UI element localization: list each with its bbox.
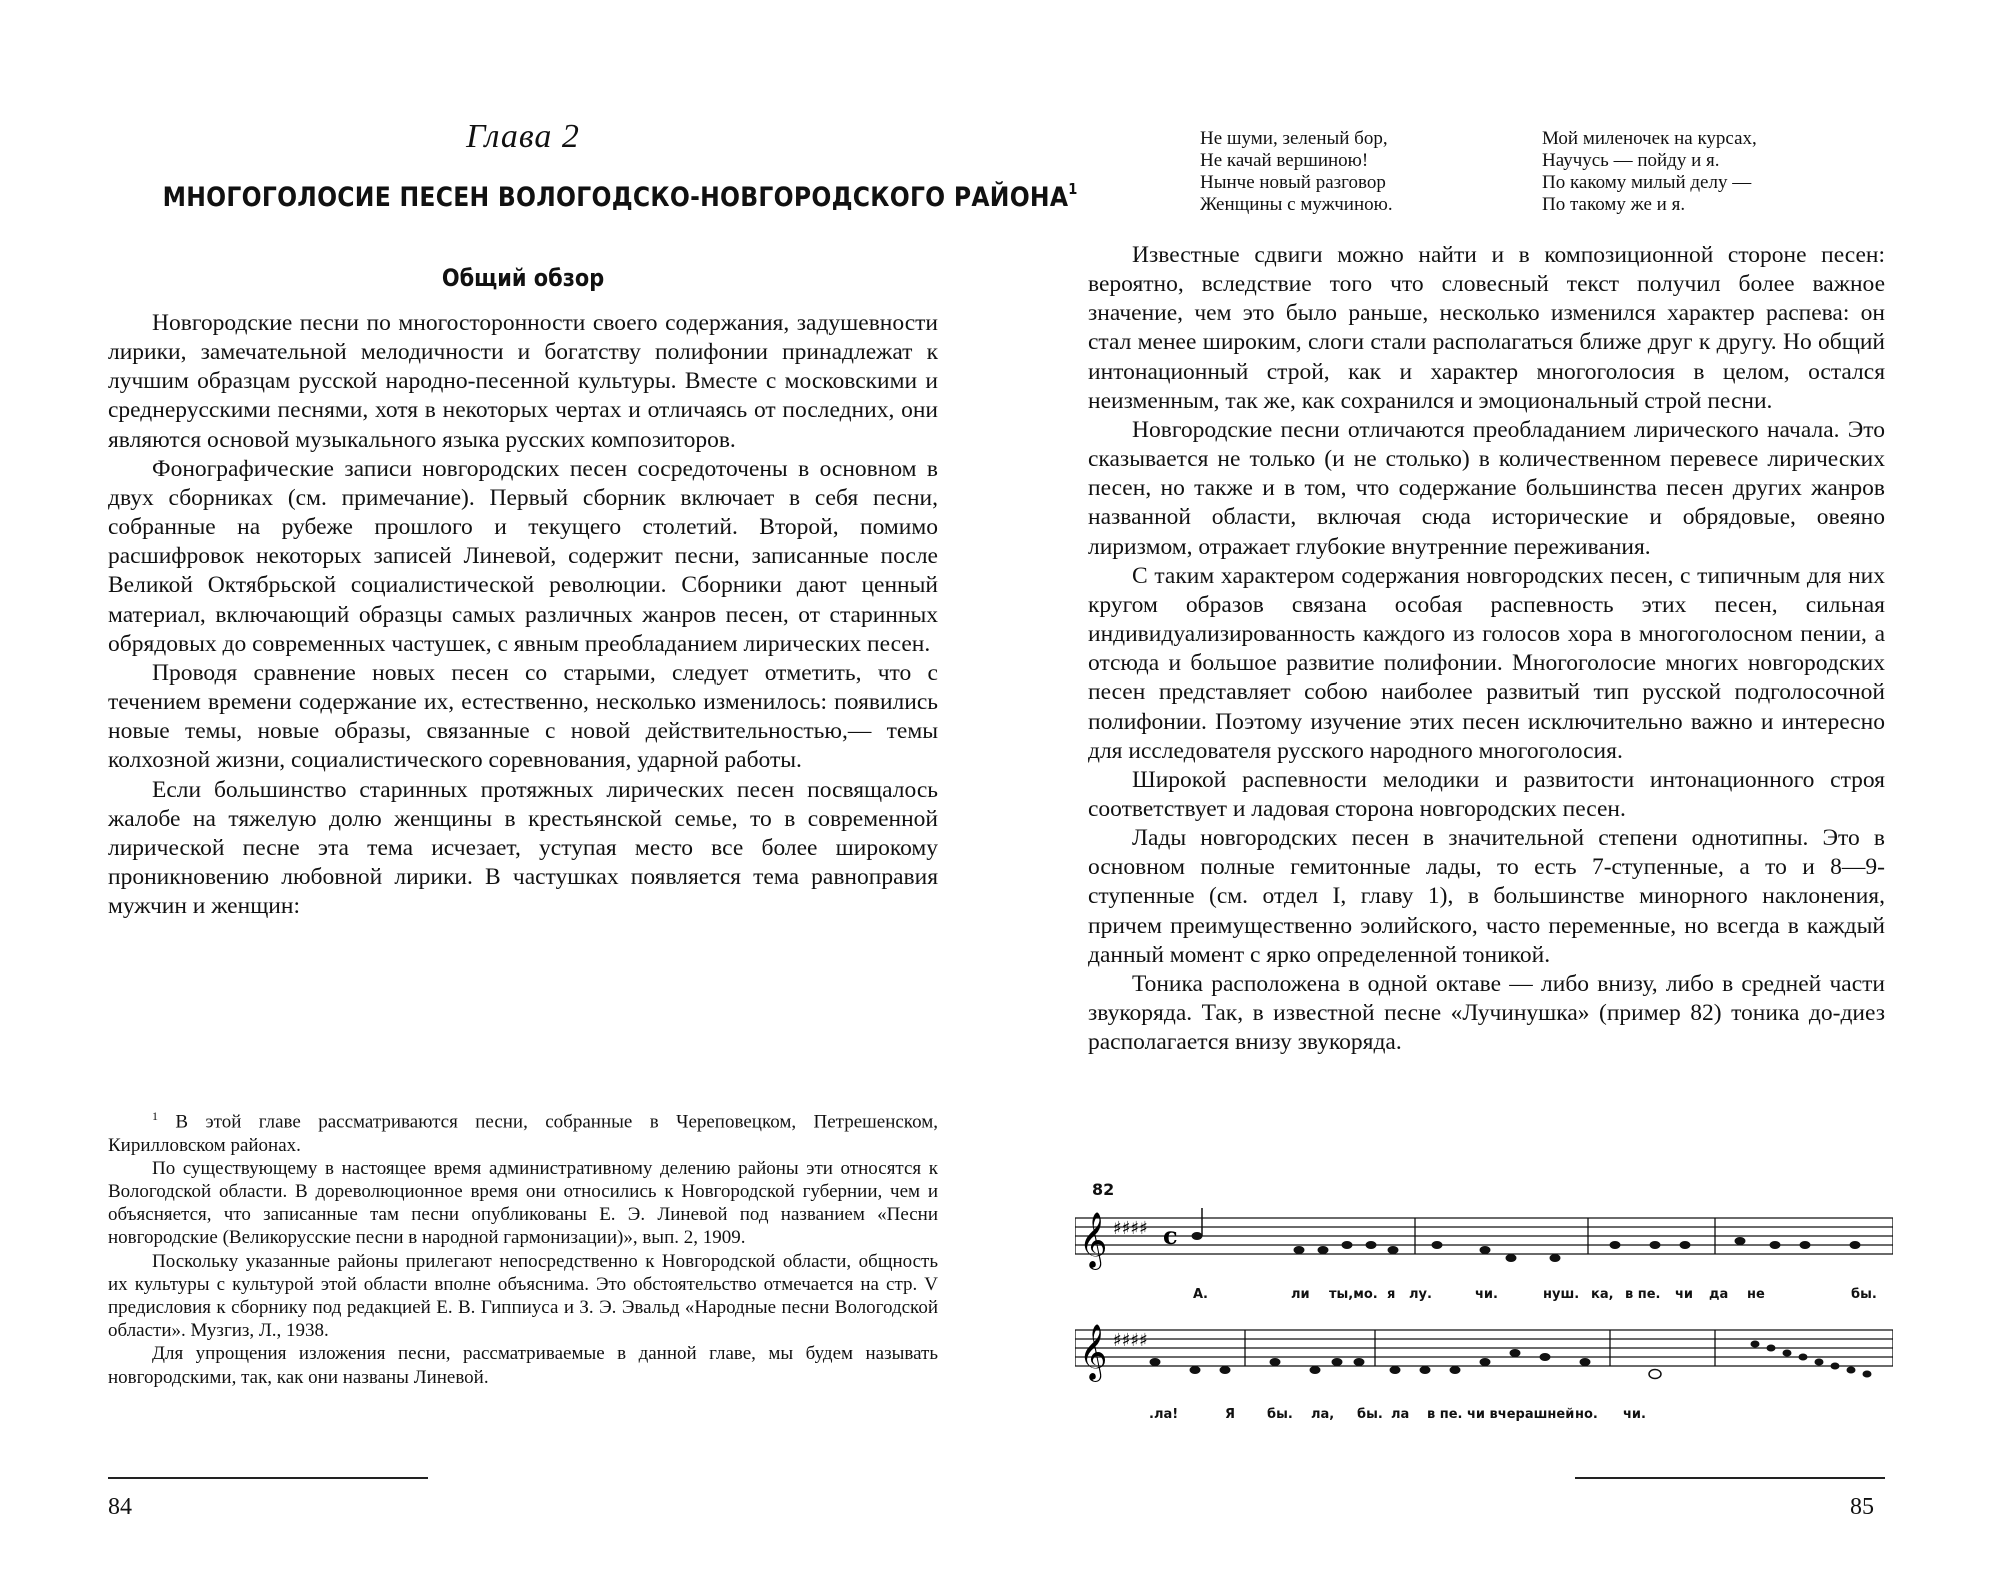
lyric-syllable: чи вчерашней [1467,1407,1575,1422]
page-number: 85 [1850,1494,1874,1520]
lyrics-line-2 [1149,1407,1646,1422]
lyric-syllable: в пе. [1427,1407,1463,1422]
poem-line: Не качай вершиною! [1200,150,1369,171]
section-title: Общий обзор [441,264,605,292]
treble-clef-icon: 𝄞 [1079,1212,1108,1268]
lyric-syllable: чи [1675,1287,1694,1302]
page-number: 84 [108,1494,132,1520]
music-staff-1 [1075,1198,1893,1318]
lyric-syllable: ка, [1591,1287,1614,1302]
chapter-title [162,180,1078,213]
footnote-mark: 1 [152,1109,158,1123]
lyric-syllable: бы. [1267,1407,1293,1422]
lyric-syllable: но. [1575,1407,1598,1422]
body-paragraph: Тоника расположена в одной октаве — либо внизу, либо в средней части звукоряда. Так, в известной песне «Лучинушка» (пример 82) тоника до-диез располагается внизу звукоряда. [1088,970,1885,1056]
body-paragraph: Новгородские песни по многосторонности своего содержания, задушевности лирики, замечательной мелодичности и богатству полифонии принадлежат к лучшим образцам русской народно-песенной культуры. Вместе с московскими и среднерусскими песнями, хотя в некоторых чертах и отличаясь от последних, они являются основой музыкального языка русских композиторов. [108,310,938,453]
music-example-number: 82 [1092,1180,1115,1199]
footnote-text: В этой главе рассматриваются песни, собранные в Череповецком, Петрешенском, Кирилловском районах. [108,1111,938,1156]
poem-line: Женщины с мужчиною. [1200,194,1393,215]
poem-stanza-left [1200,128,1393,216]
body-paragraph: Проводя сравнение новых песен со старыми, следует отметить, что с течением времени содержание их, естественно, несколько изменилось: появились новые темы, новые образы, связанные с новой действительностью,— темы колхозной жизни, социалистического соревнования, ударной работы. [108,659,938,774]
body-paragraph: Если большинство старинных протяжных лирических песен посвящалось жалобе на тяжелую долю женщины в крестьянской семье, то в современной лирической песне эта тема исчезает, уступая место все более широкому проникновению любовной лирики. В частушках появляется тема равноправия мужчин и женщин: [108,776,938,920]
body-paragraph: Лады новгородских песен в значительной степени однотипны. Это в основном полные гемитонные лады, то есть 7-ступенные, а то и 8—9-ступенные (см. отдел I, главу 1), в большинстве минорного наклонения, причем преимущественно эолийского, часто переменные, но всегда в каждый данный момент с ярко определенной тоникой. [1088,825,1885,968]
lyric-syllable: бы. [1357,1407,1383,1422]
footnote: Поскольку указанные районы прилегают непосредственно к Новгородской области, общность их культуры с культурой этой области вполне объяснима. Это обстоятельство отмечается на стр. V предисловия к сборнику под редакцией Е. В. Гиппиуса и З. Э. Эвальд «Народные песни Вологодской области». Музгиз, Л., 1938. [108,1250,938,1342]
lyric-syllable: я [1387,1287,1396,1302]
notes-line-2 [1150,1341,1872,1379]
chapter-label: Глава 2 [466,118,580,155]
left-body-text [108,309,938,921]
poem-line: Научусь — пойду и я. [1542,150,1720,171]
lyric-syllable: Я [1225,1407,1236,1422]
lyric-syllable: ла [1391,1407,1410,1422]
lyric-syllable: лу. [1409,1287,1432,1302]
poem-line: По такому же и я. [1542,194,1686,215]
body-paragraph: Известные сдвиги можно найти и в композиционной стороне песен: вероятно, вследствие того что словесный текст получил более важное значение, чем это было раньше, несколько изменился характер распева: он стал менее широким, слоги стали располагаться ближе друг к другу. Но общий интонационный строй, как и характер многоголосия в целом, остался неизменным, так же, как сохранился и эмоциональный строй песни. [1088,242,1885,414]
footnote [108,1105,938,1157]
lyric-syllable: ла, [1311,1407,1335,1422]
lyric-syllable: да [1709,1287,1729,1302]
treble-clef-icon: 𝄞 [1079,1324,1108,1380]
poem-line: Нынче новый разговор [1200,172,1386,193]
lyrics-line-1 [1193,1287,1877,1302]
time-signature-icon: c [1163,1221,1178,1250]
poem-stanza-right [1542,128,1757,216]
music-staff-2 [1075,1310,1893,1430]
right-page [1000,0,2000,1587]
lyric-syllable: чи. [1623,1407,1646,1422]
lyric-syllable: нуш. [1543,1287,1580,1302]
body-paragraph: Фонографические записи новгородских песен сосредоточены в основном в двух сборниках (см. примечание). Первый сборник включает в себя песни, собранные на рубеже прошлого и текущего столетий. Второй, помимо расшифровок некоторых записей Линевой, содержит песни, записанные после Великой Октябрьской социалистической революции. Сборники дают ценный материал, включающий образцы самых различных жанров песен, от старинных обрядовых до современных частушек, с явным преобладанием лирических песен. [108,455,938,657]
key-signature-icon: ♯♯♯♯ [1113,1330,1148,1351]
body-paragraph: Новгородские песни отличаются преобладанием лирического начала. Это сказывается не только (и не столько) в количественном перевесе лирических песен, но также и в том, что содержание большинства песен других жанров названной области, включая сюда исторические и обрядовые, овеяно лиризмом, отражает глубокие внутренние переживания. [1088,416,1885,560]
lyric-syllable: бы. [1851,1287,1877,1302]
lyric-syllable: .ла! [1149,1407,1179,1422]
footnote: Для упрощения изложения песни, рассматриваемые в данной главе, мы будем называть новгородскими, так, как они названы Линевой. [108,1343,938,1388]
footnotes [108,1105,938,1389]
footer-rule [108,1477,428,1479]
lyric-syllable: чи. [1475,1287,1498,1302]
body-paragraph: Широкой распевности мелодики и развитости интонационного строя соответствует и ладовая сторона новгородских песен. [1088,766,1885,822]
key-signature-icon: ♯♯♯♯ [1113,1218,1148,1239]
footnote: По существующему в настоящее время административному делению районы эти относятся к Вологодской области. В дореволюционное время они относились к Новгородской губернии, чем и объясняется, что записанные там песни опубликованы Е. Э. Линевой под названием «Песни новгородские (Великорусские песни в народной гармонизации)», вып. 2, 1909. [108,1157,938,1249]
lyric-syllable: А. [1193,1287,1208,1302]
poem-line: Мой миленочек на курсах, [1542,128,1757,149]
lyric-syllable: ли [1291,1287,1310,1302]
chapter-title-footnote-mark: 1 [1068,180,1078,198]
body-paragraph: С таким характером содержания новгородских песен, с типичным для них кругом образов связана особая распевность этих песен, сильная индивидуализированность каждого из голосов хора в многоголосном пении, а отсюда и большое развитие полифонии. Многоголосие многих новгородских песен представляет собою наиболее развитый тип русской подголосочной полифонии. Поэтому изучение этих песен исключительно важно и интересно для исследователя русского народного многоголосия. [1088,562,1885,764]
lyric-syllable: не [1747,1287,1765,1302]
poem-line: Не шуми, зеленый бор, [1200,128,1388,149]
chapter-title-text: МНОГОГОЛОСИЕ ПЕСЕН ВОЛОГОДСКО-НОВГОРОДСКОГО РАЙОНА [162,182,1069,213]
footer-rule [1575,1477,1885,1479]
right-body-text [1088,241,1885,1057]
lyric-syllable: в пе. [1625,1287,1661,1302]
lyric-syllable: ты,мо. [1329,1287,1378,1302]
poem-line: По какому милый делу — [1542,172,1752,193]
